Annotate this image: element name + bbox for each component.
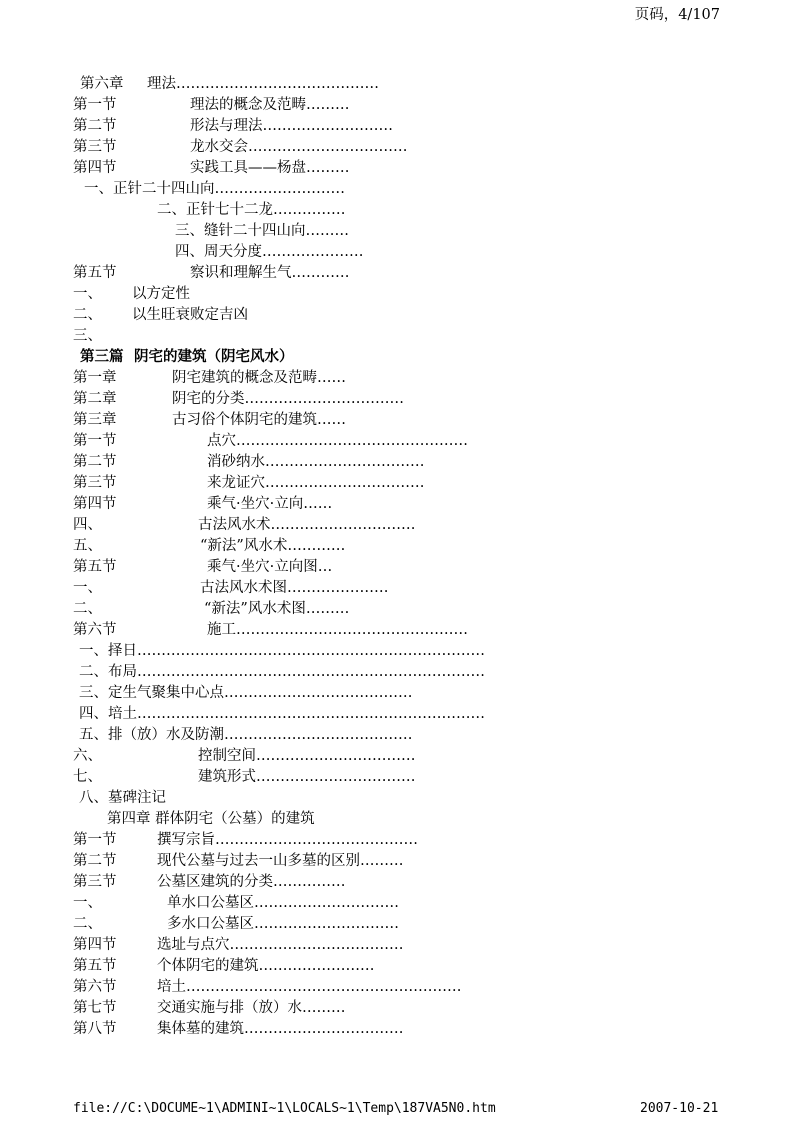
toc-entry-title: 集体墓的建筑…………………………… [157, 1021, 404, 1037]
toc-entry-title: 三、缝针二十四山向……… [175, 223, 349, 239]
toc-entry-title: 控制空间…………………………… [198, 748, 416, 764]
toc-entry-label: 二、 [73, 916, 102, 932]
toc-entry-label: 第五节 [73, 958, 117, 974]
toc-entry-label: 一、 [73, 580, 102, 596]
toc-entry-title: 以方定性 [132, 286, 190, 302]
toc-entry-label: 第六节 [73, 622, 117, 638]
toc-entry-title: 理法的概念及范畴……… [190, 97, 350, 113]
toc-entry-title: 施工………………………………………… [207, 622, 468, 638]
toc-entry-label: 第四节 [73, 160, 117, 176]
toc-entry-title: 个体阴宅的建筑…………………… [157, 958, 375, 974]
toc-entry-title: 五、排（放）水及防潮………………………………… [79, 727, 413, 743]
toc-entry-label: 二、 [73, 601, 102, 617]
toc-entry-label: 第三章 [73, 412, 117, 428]
toc-entry-title: 二、正针七十二龙…………… [157, 202, 346, 218]
toc-entry-title: 四、培土……………………………………………………………… [79, 706, 485, 722]
toc-entry-title: 阴宅的分类…………………………… [172, 391, 404, 407]
toc-entry-title: 消砂纳水…………………………… [207, 454, 425, 470]
toc-entry-title: 古习俗个体阴宅的建筑…… [172, 412, 346, 428]
toc-entry-label: 第三节 [73, 475, 117, 491]
toc-entry-title: 阴宅建筑的概念及范畴…… [172, 370, 346, 386]
toc-entry-label: 二、 [73, 307, 102, 323]
toc-entry-label: 第八节 [73, 1021, 117, 1037]
toc-entry-label: 第三篇 [80, 348, 124, 365]
toc-entry-label: 第五节 [73, 559, 117, 575]
toc-entry-title: 建筑形式…………………………… [198, 769, 416, 785]
page-number-label: 页码，4/107 [634, 7, 720, 23]
toc-entry-label: 四、 [73, 517, 102, 533]
toc-entry-title: 理法…………………………………… [147, 76, 379, 92]
toc-entry-title: 阴宅的建筑（阴宅风水） [134, 348, 294, 365]
toc-entry-label: 六、 [73, 748, 102, 764]
toc-entry-label: 第一节 [73, 832, 117, 848]
toc-entry-title: 察识和理解生气………… [190, 265, 350, 281]
toc-entry-title: 四、周天分度………………… [175, 244, 364, 260]
toc-entry-label: 第四节 [73, 937, 117, 953]
toc-entry-title: 乘气·坐穴·立向…… [207, 496, 333, 512]
toc-entry-title: 形法与理法……………………… [190, 118, 393, 134]
toc-entry-title: “新法”风水术图……… [204, 601, 350, 617]
toc-entry-title: 选址与点穴……………………………… [157, 937, 404, 953]
toc-entry-title: 来龙证穴…………………………… [207, 475, 425, 491]
toc-entry-title: 古法风水术图………………… [200, 580, 389, 596]
toc-entry-title: 八、墓碑注记 [79, 790, 166, 806]
toc-entry-label: 第二章 [73, 391, 117, 407]
toc-entry-label: 第一节 [73, 97, 117, 113]
toc-entry-title: 二、布局……………………………………………………………… [79, 664, 485, 680]
toc-entry-title: 第四章 群体阴宅（公墓）的建筑 [107, 811, 315, 827]
toc-entry-label: 一、 [73, 895, 102, 911]
toc-entry-label: 第五节 [73, 265, 117, 281]
toc-entry-title: 多水口公墓区………………………… [167, 916, 399, 932]
toc-entry-title: 现代公墓与过去一山多墓的区别……… [157, 853, 404, 869]
toc-entry-label: 第三节 [73, 874, 117, 890]
toc-entry-label: 第七节 [73, 1000, 117, 1016]
toc-entry-title: 交通实施与排（放）水……… [157, 1000, 346, 1016]
toc-entry-label: 第三节 [73, 139, 117, 155]
toc-entry-title: 一、正针二十四山向……………………… [84, 181, 345, 197]
toc-entry-label: 第一节 [73, 433, 117, 449]
toc-entry-title: 点穴………………………………………… [207, 433, 468, 449]
toc-entry-title: 三、定生气聚集中心点………………………………… [79, 685, 413, 701]
toc-entry-label: 第一章 [73, 370, 117, 386]
toc-entry-label: 第六章 [80, 76, 124, 92]
toc-entry-title: 一、择日……………………………………………………………… [79, 643, 485, 659]
toc-entry-label: 三、 [73, 328, 102, 344]
toc-entry-title: “新法”风水术………… [200, 538, 346, 554]
toc-entry-label: 一、 [73, 286, 102, 302]
file-path-footer: file://C:\DOCUME~1\ADMINI~1\LOCALS~1\Temp\187VA5N0.htm [73, 1101, 496, 1116]
toc-entry-title: 单水口公墓区………………………… [167, 895, 399, 911]
toc-entry-label: 第二节 [73, 118, 117, 134]
toc-entry-title: 以生旺衰败定吉凶 [132, 307, 248, 323]
toc-entry-title: 乘气·坐穴·立向图… [207, 559, 333, 575]
toc-entry-label: 第二节 [73, 454, 117, 470]
toc-entry-title: 公墓区建筑的分类…………… [157, 874, 346, 890]
date-footer: 2007-10-21 [640, 1101, 719, 1116]
toc-entry-label: 七、 [73, 769, 102, 785]
toc-entry-label: 第四节 [73, 496, 117, 512]
toc-entry-title: 培土………………………………………………… [157, 979, 462, 995]
toc-entry-title: 实践工具——杨盘……… [190, 160, 350, 176]
toc-entry-label: 五、 [73, 538, 102, 554]
toc-entry-title: 古法风水术………………………… [198, 517, 416, 533]
toc-entry-title: 撰写宗旨…………………………………… [157, 832, 418, 848]
toc-entry-label: 第六节 [73, 979, 117, 995]
toc-entry-title: 龙水交会…………………………… [190, 139, 408, 155]
toc-entry-label: 第二节 [73, 853, 117, 869]
